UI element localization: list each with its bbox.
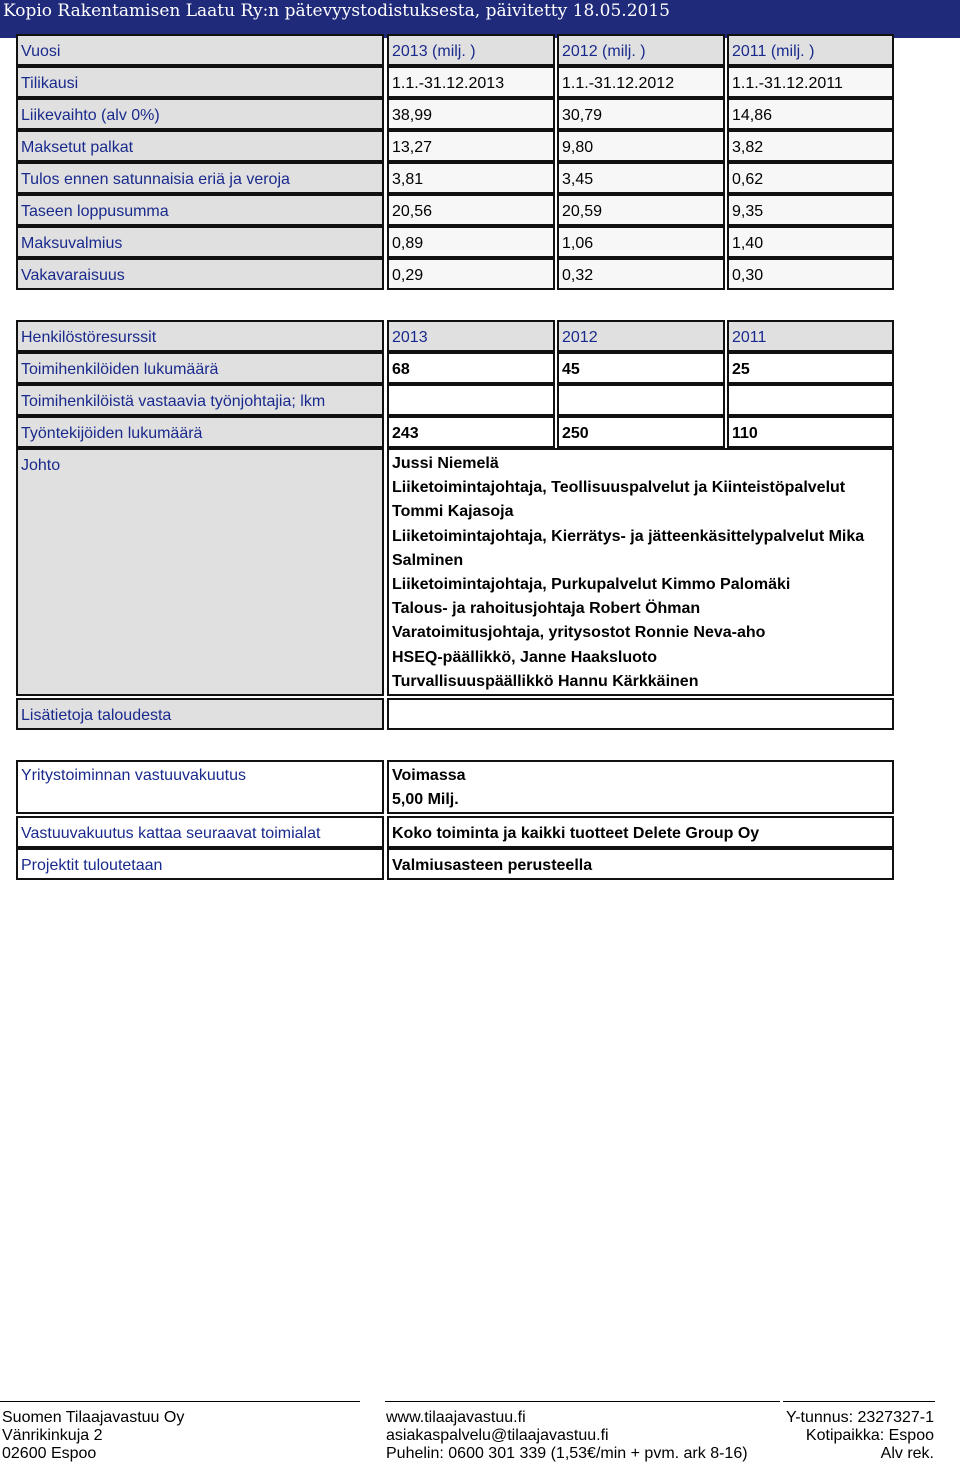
footer-website[interactable]: www.tilaajavastuu.fi — [386, 1409, 526, 1426]
finance-extra-label: Lisätietoja taloudesta — [16, 698, 384, 730]
personnel-row-value: 243 — [387, 416, 555, 448]
year-col-2011: 2011 (milj. ) — [727, 34, 894, 66]
finance-row-label: Maksuvalmius — [16, 226, 384, 258]
management-line: Jussi Niemelä — [392, 455, 499, 472]
liability-label-text: Yritystoiminnan vastuuvakuutus — [21, 767, 246, 784]
finance-extra-value — [387, 698, 894, 730]
finance-row-label: Tulos ennen satunnaisia eriä ja veroja — [16, 162, 384, 194]
finance-row-value: 20,56 — [387, 194, 555, 226]
page-header — [0, 0, 960, 38]
management-line: Varatoimitusjohtaja, yritysostot Ronnie Neva-aho — [392, 624, 766, 642]
management-line: HSEQ-päällikkö, Janne Haaksluoto — [392, 648, 657, 666]
finance-row-value: 30,79 — [557, 98, 725, 130]
footer-email[interactable]: asiakaspalvelu@tilaajavastuu.fi — [386, 1427, 609, 1444]
finance-row-value: 20,59 — [557, 194, 725, 226]
footer-company: Suomen Tilaajavastuu Oy — [2, 1409, 185, 1426]
management-line: Liiketoimintajohtaja, Kierrätys- ja jätteenkäsittelypalvelut Mika — [392, 527, 865, 545]
footer-divider — [385, 1401, 780, 1402]
projects-label — [16, 848, 384, 880]
finance-row-value: 14,86 — [727, 98, 894, 130]
finance-row-label: Taseen loppusumma — [16, 194, 384, 226]
personnel-year-2012: 2012 — [557, 320, 725, 352]
finance-row-value: 0,30 — [727, 258, 894, 290]
personnel-header-label: Henkilöstöresurssit — [16, 320, 384, 352]
finance-row-value: 3,82 — [727, 130, 894, 162]
personnel-row-value: 25 — [727, 352, 894, 384]
footer-divider — [0, 1401, 360, 1402]
footer-business-id: Y-tunnus: 2327327-1 — [786, 1409, 934, 1426]
year-label: Vuosi — [16, 34, 384, 66]
coverage-label-text: Vastuuvakuutus kattaa seuraavat toimialat — [21, 825, 321, 842]
personnel-row-label: Työntekijöiden lukumäärä — [16, 416, 384, 448]
year-col-2013: 2013 (milj. ) — [387, 34, 555, 66]
projects-label-text: Projektit tuloutetaan — [21, 857, 163, 874]
period-label: Tilikausi — [16, 66, 384, 98]
finance-row-value: 0,29 — [387, 258, 555, 290]
management-label: Johto — [16, 448, 384, 696]
footer-domicile: Kotipaikka: Espoo — [805, 1427, 934, 1444]
personnel-row-value: 110 — [727, 416, 894, 448]
footer-street: Vänrikinkuja 2 — [2, 1427, 103, 1444]
management-line: Salminen — [392, 551, 464, 569]
footer-divider — [783, 1401, 935, 1402]
finance-row-value: 38,99 — [387, 98, 555, 130]
footer-postal: 02600 Espoo — [2, 1445, 97, 1462]
personnel-row-value — [557, 384, 725, 416]
finance-row-value: 3,81 — [387, 162, 555, 194]
personnel-year-2011: 2011 — [727, 320, 894, 352]
personnel-row-value — [727, 384, 894, 416]
management-line: Tommi Kajasoja — [392, 503, 514, 521]
management-list — [387, 448, 894, 696]
year-col-2012: 2012 (milj. ) — [557, 34, 725, 66]
footer-vat: Alv rek. — [880, 1445, 934, 1462]
liability-amount: 5,00 Milj. — [392, 791, 459, 809]
finance-row-value: 0,62 — [727, 162, 894, 194]
liability-label — [16, 760, 384, 814]
finance-row-value: 3,45 — [557, 162, 725, 194]
footer-phone: Puhelin: 0600 301 339 (1,53€/min + pvm. ark 8-16) — [386, 1445, 748, 1462]
finance-row-value: 0,89 — [387, 226, 555, 258]
management-line: Talous- ja rahoitusjohtaja Robert Öhman — [392, 600, 701, 618]
management-line: Liiketoimintajohtaja, Purkupalvelut Kimmo Palomäki — [392, 575, 791, 593]
finance-row-value: 13,27 — [387, 130, 555, 162]
coverage-value: Koko toiminta ja kaikki tuotteet Delete Group Oy — [387, 816, 894, 848]
finance-row-value: 9,80 — [557, 130, 725, 162]
personnel-row-label: Toimihenkilöiden lukumäärä — [16, 352, 384, 384]
period-col-2012: 1.1.-31.12.2012 — [557, 66, 725, 98]
finance-row-value: 1,06 — [557, 226, 725, 258]
period-col-2011: 1.1.-31.12.2011 — [727, 66, 894, 98]
projects-value: Valmiusasteen perusteella — [387, 848, 894, 880]
personnel-row-label: Toimihenkilöistä vastaavia työnjohtajia; lkm — [16, 384, 384, 416]
page-number: Sivu 13 / 13 — [855, 6, 956, 27]
liability-value — [387, 760, 894, 814]
finance-row-label: Liikevaihto (alv 0%) — [16, 98, 384, 130]
personnel-row-value: 45 — [557, 352, 725, 384]
coverage-label — [16, 816, 384, 848]
document-title: Kopio Rakentamisen Laatu Ry:n pätevyystodistuksesta, päivitetty 18.05.2015 — [3, 1, 670, 21]
personnel-row-value: 250 — [557, 416, 725, 448]
finance-row-value: 9,35 — [727, 194, 894, 226]
management-line: Turvallisuuspäällikkö Hannu Kärkkäinen — [392, 672, 699, 690]
personnel-row-value — [387, 384, 555, 416]
period-col-2013: 1.1.-31.12.2013 — [387, 66, 555, 98]
finance-row-label: Vakavaraisuus — [16, 258, 384, 290]
management-line: Liiketoimintajohtaja, Teollisuuspalvelut ja Kiinteistöpalvelut — [392, 479, 846, 497]
finance-row-value: 0,32 — [557, 258, 725, 290]
finance-row-value: 1,40 — [727, 226, 894, 258]
personnel-year-2013: 2013 — [387, 320, 555, 352]
personnel-row-value: 68 — [387, 352, 555, 384]
finance-row-label: Maksetut palkat — [16, 130, 384, 162]
liability-status: Voimassa — [392, 767, 466, 784]
